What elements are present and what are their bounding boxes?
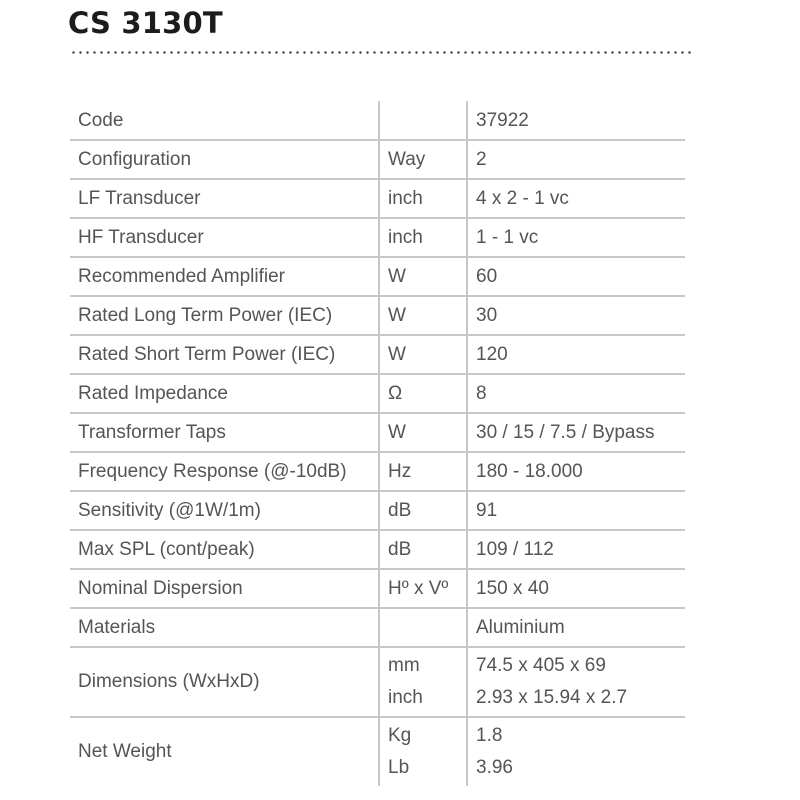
- spec-label: Sensitivity (@1W/1m): [70, 491, 379, 530]
- spec-label: Max SPL (cont/peak): [70, 530, 379, 569]
- spec-unit: Hz: [379, 452, 467, 491]
- value-kg: 1.8: [476, 725, 503, 746]
- spec-label: HF Transducer: [70, 218, 379, 257]
- spec-unit: dB: [379, 530, 467, 569]
- spec-row-sensitivity: [70, 491, 685, 530]
- spec-unit: Hº x Vº: [379, 569, 467, 608]
- spec-row-max-spl: [70, 530, 685, 569]
- spec-value: 2: [467, 140, 685, 179]
- spec-unit: Way: [379, 140, 467, 179]
- spec-unit: inch: [379, 179, 467, 218]
- spec-unit: [379, 717, 467, 786]
- spec-unit: [379, 101, 467, 140]
- spec-row-code: [70, 101, 685, 140]
- spec-row-recommended-amplifier: [70, 257, 685, 296]
- spec-unit: [379, 647, 467, 717]
- spec-label: LF Transducer: [70, 179, 379, 218]
- spec-row-transformer-taps: [70, 413, 685, 452]
- spec-row-configuration: [70, 140, 685, 179]
- spec-value: 4 x 2 - 1 vc: [467, 179, 685, 218]
- spec-row-net-weight: [70, 717, 685, 786]
- spec-label: Materials: [70, 608, 379, 647]
- spec-value: [467, 647, 685, 717]
- spec-label: Recommended Amplifier: [70, 257, 379, 296]
- spec-value: 30: [467, 296, 685, 335]
- spec-unit: inch: [379, 218, 467, 257]
- spec-unit: W: [379, 257, 467, 296]
- spec-row-frequency-response: [70, 452, 685, 491]
- spec-label: Code: [70, 101, 379, 140]
- spec-row-hf-transducer: [70, 218, 685, 257]
- spec-row-lf-transducer: [70, 179, 685, 218]
- spec-row-rated-long-term-power: [70, 296, 685, 335]
- spec-value: 37922: [467, 101, 685, 140]
- value-inch: 2.93 x 15.94 x 2.7: [476, 687, 628, 708]
- unit-lb: Lb: [388, 757, 410, 778]
- spec-label: Configuration: [70, 140, 379, 179]
- unit-kg: Kg: [388, 725, 412, 746]
- unit-mm: mm: [388, 655, 420, 676]
- unit-inch: inch: [388, 687, 423, 708]
- spec-table: [70, 101, 685, 786]
- spec-unit: W: [379, 296, 467, 335]
- spec-value: 1 - 1 vc: [467, 218, 685, 257]
- dotted-divider: [70, 51, 692, 54]
- spec-label: Rated Long Term Power (IEC): [70, 296, 379, 335]
- page-title: CS 3130T: [68, 6, 223, 40]
- value-mm: 74.5 x 405 x 69: [476, 655, 606, 676]
- spec-value: Aluminium: [467, 608, 685, 647]
- spec-label: Rated Impedance: [70, 374, 379, 413]
- spec-row-rated-short-term-power: [70, 335, 685, 374]
- spec-value: 91: [467, 491, 685, 530]
- spec-label: Net Weight: [78, 741, 172, 762]
- value-lb: 3.96: [476, 757, 513, 778]
- spec-value: 120: [467, 335, 685, 374]
- spec-row-materials: [70, 608, 685, 647]
- spec-value: 150 x 40: [467, 569, 685, 608]
- spec-label: Nominal Dispersion: [70, 569, 379, 608]
- spec-label: Frequency Response (@-10dB): [70, 452, 379, 491]
- spec-value: 109 / 112: [467, 530, 685, 569]
- spec-row-nominal-dispersion: [70, 569, 685, 608]
- spec-row-dimensions: [70, 647, 685, 717]
- spec-value: 30 / 15 / 7.5 / Bypass: [467, 413, 685, 452]
- spec-unit: [379, 608, 467, 647]
- spec-unit: W: [379, 413, 467, 452]
- spec-value: 60: [467, 257, 685, 296]
- spec-value: [467, 717, 685, 786]
- spec-unit: dB: [379, 491, 467, 530]
- spec-unit: W: [379, 335, 467, 374]
- spec-label: Rated Short Term Power (IEC): [70, 335, 379, 374]
- spec-label: Transformer Taps: [70, 413, 379, 452]
- spec-value: 180 - 18.000: [467, 452, 685, 491]
- spec-value: 8: [467, 374, 685, 413]
- spec-label: Dimensions (WxHxD): [70, 647, 379, 717]
- spec-unit: Ω: [379, 374, 467, 413]
- spec-row-rated-impedance: [70, 374, 685, 413]
